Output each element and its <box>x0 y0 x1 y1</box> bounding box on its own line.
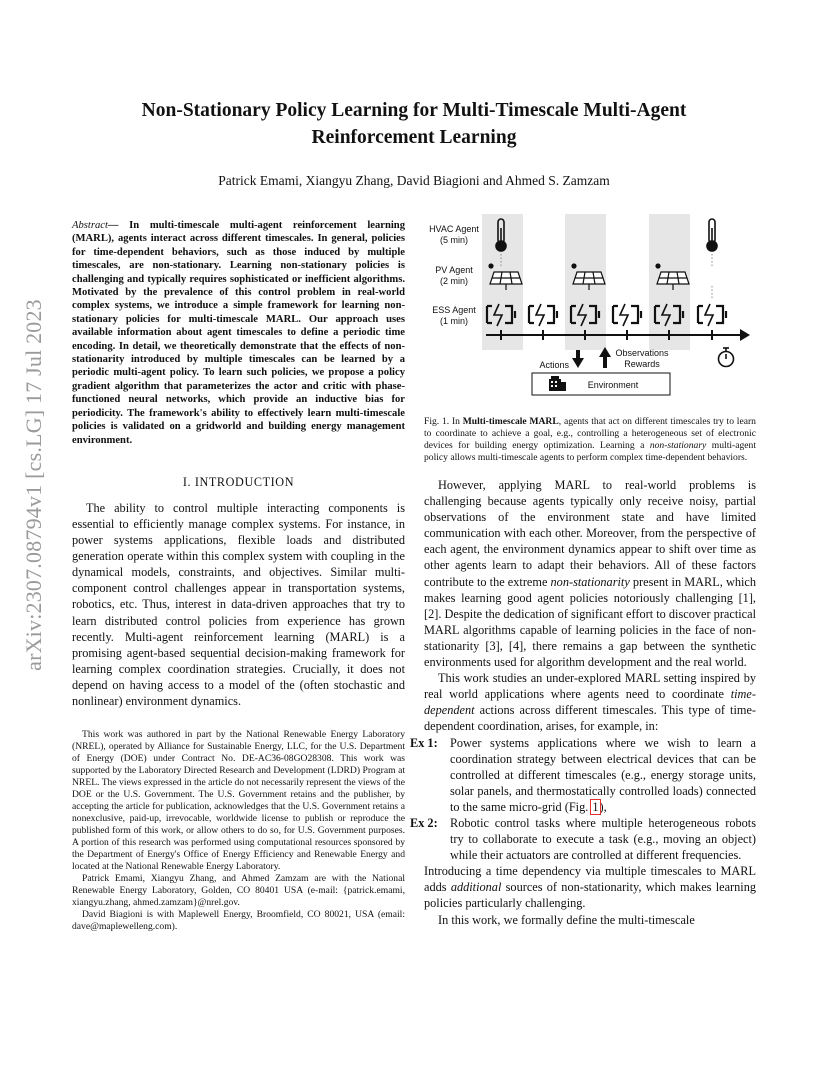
stopwatch-icon <box>719 348 734 367</box>
example-list <box>410 735 756 864</box>
thermometer-icon <box>707 219 717 251</box>
multi-timescale-diagram <box>424 206 756 411</box>
pv-agent-timescale: (2 min) <box>439 276 469 286</box>
right-body-2 <box>424 863 756 927</box>
arxiv-watermark <box>8 296 60 674</box>
caption-italic: non-stationary <box>649 440 707 451</box>
footnote-affiliation-nrel: Patrick Emami, Xiangyu Zhang, and Ahmed Zamzam are with the National Renewable Energy Laboratory, Golden, CO 80401 USA (e-mail: {patrick.emami, xiangyu.zhang, ahmed.zamzam}@nrel.gov. <box>72 873 405 909</box>
right-paragraph-3-part-b: sources of non-stationarity, which makes learning policies particularly challenging. <box>424 880 756 911</box>
abstract <box>72 219 405 447</box>
right-paragraph-2-part-b: actions across different timescales. This type of time-dependent coordination, arises, for example, in: <box>424 703 756 734</box>
observations-arrow-icon <box>599 347 611 368</box>
right-paragraph-1-italic: non-stationarity <box>550 574 630 589</box>
footnote-affiliation-maplewell: David Biagioni is with Maplewell Energy, Broomfield, CO 80021, USA (email: dave@maplewelleng.com). <box>72 909 405 933</box>
footnote <box>72 729 405 933</box>
paper-title <box>90 97 738 151</box>
title-line-1: Non-Stationary Policy Learning for Multi-Timescale Multi-Agent <box>141 100 687 121</box>
left-column <box>72 219 405 933</box>
figure-caption <box>424 416 756 464</box>
right-paragraph-1 <box>424 477 756 670</box>
example-1-text-b: ), <box>599 799 607 814</box>
battery-icon <box>529 304 557 326</box>
ess-agent-label: ESS Agent <box>432 305 476 315</box>
right-paragraph-2-italic: time-dependent <box>424 687 756 718</box>
right-paragraph-3-italic: additional <box>450 880 502 895</box>
right-paragraph-2-part-a: This work studies an under-explored MARL setting inspired by real world applications where agents need to coordinate <box>424 671 756 702</box>
right-paragraph-2 <box>424 670 756 734</box>
observations-label: Observations <box>615 348 669 358</box>
example-1-label: Ex 1: <box>410 735 438 750</box>
right-paragraph-3-part-a: Introducing a time dependency via multiple timescales to MARL adds <box>424 864 756 895</box>
caption-prefix: Fig. 1. In <box>424 416 463 427</box>
hvac-agent-timescale: (5 min) <box>439 235 469 245</box>
rewards-label: Rewards <box>624 359 660 369</box>
intro-paragraph-1: The ability to control multiple interacting components is essential to efficiently manage complex systems. For instance, in power systems applications, flexible loads and distributed generation operate within this complex system with coupling in the dynamical models, constraints, and objectives. Similar multi-component control challenges appear in transportation systems, robotics, etc. Thus, interest in data-driven approaches that try to learn distributed control policies from experience has grown recently. Multi-agent reinforcement learning (MARL) is a promising agent-based sequential decision-making framework for learning complex coordination strategies. Crucially, it does not depend on having access to a model of the (often stochastic and nonlinear) environment dynamics. <box>72 500 405 709</box>
actions-arrow-icon <box>572 350 584 368</box>
right-paragraph-3 <box>424 863 756 911</box>
example-1-text-a: Power systems applications where we wish to learn a coordination strategy between electrical devices that can be controlled at different timescales (e.g., energy storage units, solar panels, and thermostatically controlled loads) connected to the same micro-grid (Fig. <box>450 735 756 814</box>
right-paragraph-1-part-a: However, applying MARL to real-world problems is challenging because agents typically only receive noisy, partial observations of the environment state and have limited communication with each other. Moreover, from the perspective of each agent, the environment dynamics appear to shift over time as other agents learn to adapt their behaviors. All of these factors contribute to the extreme <box>424 478 756 589</box>
hvac-agent-label: HVAC Agent <box>429 224 479 234</box>
abstract-text: In multi-timescale multi-agent reinforcement learning (MARL), agents interact across different timescales. In general, policies for time-dependent behaviors, such as those induced by multiple timescales, are non-stationary. Learning non-stationary policies is challenging and typically requires sophisticated or inefficient algorithms. Motivated by the prevalence of this control problem in real-world complex systems, we introduce a simple framework for learning non-stationary policies for multi-timescale MARL. Our approach uses available information about agent timescales to define a periodic time encoding. In detail, we theoretically demonstrate that the effects of non-stationarity introduced by multiple timescales can be learned by a periodic multi-agent policy. To learn such policies, we propose a policy gradient algorithm that parameterizes the actor and critic with phase-functioned neural networks, which provide an inductive bias for periodicity. The framework's ability to effectively learn multi-timescale policies is validated on a gridworld and building energy management environment. <box>72 220 405 446</box>
title-line-2: Reinforcement Learning <box>311 127 517 148</box>
arxiv-identifier: arXiv:2307.08794v1 [cs.LG] 17 Jul 2023 <box>21 299 46 671</box>
battery-icon <box>698 304 726 326</box>
abstract-label: Abstract <box>72 220 108 231</box>
right-paragraph-1-part-b: present in MARL, which makes learning good agent policies notoriously challenging [1], [2]. Despite the dedication of significant effort to discover practical MARL algorithms capable of learning policies in the face of non-stationarity [3], [4], there remains a gap between the synthetic environments used for algorithm development and the real world. <box>424 574 756 670</box>
section-heading-introduction: I. INTRODUCTION <box>182 474 295 489</box>
intro-body <box>72 500 405 709</box>
example-1-text <box>450 735 756 815</box>
example-1 <box>410 735 756 815</box>
right-paragraph-4: In this work, we formally define the multi-timescale <box>438 912 695 927</box>
figure-1 <box>424 206 756 411</box>
caption-text-2: multi-agent policy allows multi-timescale agents to perform complex time-dependent behaviors. <box>424 440 756 463</box>
author-list: Patrick Emami, Xiangyu Zhang, David Biagioni and Ahmed S. Zamzam <box>218 173 610 188</box>
example-2-text: Robotic control tasks where multiple heterogeneous robots try to collaborate to execute a task (e.g., moving an object) while their actuators are controlled at different frequencies. <box>450 815 756 863</box>
battery-icon <box>613 304 641 326</box>
example-2 <box>410 815 756 863</box>
caption-bold: Multi-timescale MARL <box>462 416 559 427</box>
footnote-funding: This work was authored in part by the National Renewable Energy Laboratory (NREL), operated by Alliance for Sustainable Energy, LLC, for the U.S. Department of Energy (DOE) under Contract No. DE-AC36-08GO28308. This work was supported by the Laboratory Directed Research and Development (LDRD) Program at NREL. The views expressed in the article do not necessarily represent the views of the DOE or the U.S. Government. The U.S. Government retains and the publisher, by accepting the article for publication, acknowledges that the U.S. Government retains a nonexclusive, paid-up, irrevocable, worldwide license to publish or reproduce the published form of this work, or allow others to do so, for U.S. Government purposes. A portion of this research was performed using computational resources sponsored by the Department of Energy's Office of Energy Efficiency and Renewable Energy and located at the National Renewable Energy Laboratory. <box>72 729 405 873</box>
right-body <box>424 477 756 735</box>
timeline-axis <box>486 329 750 341</box>
abstract-dash: — <box>107 220 119 231</box>
right-column <box>410 206 756 928</box>
actions-label: Actions <box>539 360 569 370</box>
figure-1-link[interactable]: 1 <box>592 799 599 814</box>
ess-agent-timescale: (1 min) <box>439 316 469 326</box>
example-2-label: Ex 2: <box>410 815 438 830</box>
caption-text-1: , agents that act on different timescales try to learn to coordinate to achieve a goal, e.g., controlling a heterogeneous set of electronic devices for building energy optimization. Learning a <box>424 416 756 451</box>
pv-agent-label: PV Agent <box>435 265 473 275</box>
environment-label: Environment <box>587 380 639 390</box>
